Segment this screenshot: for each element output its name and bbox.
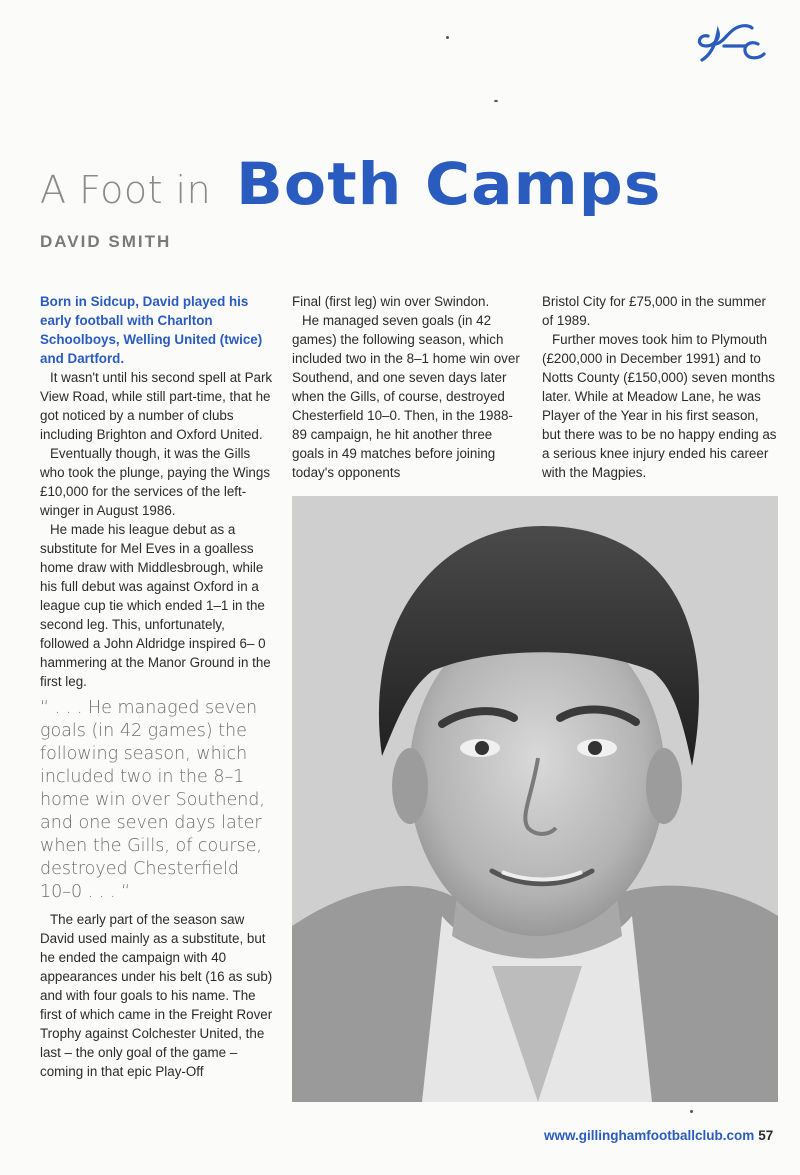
article-headline: [40, 150, 780, 220]
pull-quote: “ . . . He managed seven goals (in 42 games) the following season, which included two in the 8–1 home win over Southend, and one seven days later when the Gills, of course, destroyed Chesterfield 10–0 . . . “: [40, 698, 265, 902]
text-column-3: [542, 292, 778, 482]
player-portrait-icon: [292, 496, 778, 1102]
body-paragraph: He managed seven goals (in 42 games) the following season, which included two in the 8–1 home win over Southend, and one seven days later when the Gills, of course, destroyed Chesterfield 10–0. Then, in the 1988-89 campaign, he hit another three goals in 49 matches before joining today's opponents: [292, 313, 520, 480]
text-column-2: [292, 292, 526, 482]
body-paragraph: It wasn't until his second spell at Park View Road, while still part-time, that he got noticed by a number of clubs including Brighton and Oxford United.: [40, 370, 273, 442]
player-photo: [292, 496, 778, 1102]
scan-speck: [446, 36, 449, 39]
byline: DAVID SMITH: [40, 232, 172, 251]
body-paragraph: The early part of the season saw David used mainly as a substitute, but he ended the campaign with 40 appearances under his belt (16 as sub) and with four goals to his name. The first of which came in the Freight Rover Trophy against Colchester United, the last – the only goal of the game – coming in that epic Play-Off: [40, 912, 273, 1079]
club-logo-icon: [694, 16, 768, 66]
headline-light-part: A Foot in: [40, 168, 212, 212]
website-link[interactable]: www.gillinghamfootballclub.com: [544, 1128, 755, 1143]
scan-speck: [690, 1110, 693, 1113]
body-paragraph: Eventually though, it was the Gills who took the plunge, paying the Wings £10,000 for the services of the left-winger in August 1986.: [40, 446, 271, 518]
text-column-1: [40, 292, 274, 1081]
headline-bold-part: Both Camps: [236, 150, 662, 218]
body-paragraph: Bristol City for £75,000 in the summer of 1989.: [542, 294, 767, 328]
scan-speck: [494, 100, 498, 102]
page-number: 57: [758, 1128, 774, 1143]
body-paragraph: He made his league debut as a substitute for Mel Eves in a goalless home draw with Middlesbrough, while his full debut was against Oxford in a league cup tie which ended 1–1 in the second leg. This, unfortunately, followed a John Aldridge inspired 6– 0 hammering at the Manor Ground in the first leg.: [40, 522, 271, 689]
lead-paragraph: Born in Sidcup, David played his early football with Charlton Schoolboys, Welling United (twice) and Dartford.: [40, 294, 263, 366]
body-paragraph: Final (first leg) win over Swindon.: [292, 294, 490, 309]
page-footer: [544, 1128, 773, 1143]
body-paragraph: Further moves took him to Plymouth (£200,000 in December 1991) and to Notts County (£150,000) seven months later. While at Meadow Lane, he was Player of the Year in his first season, but there was to be no happy ending as a serious knee injury ended his career with the Magpies.: [542, 332, 777, 480]
